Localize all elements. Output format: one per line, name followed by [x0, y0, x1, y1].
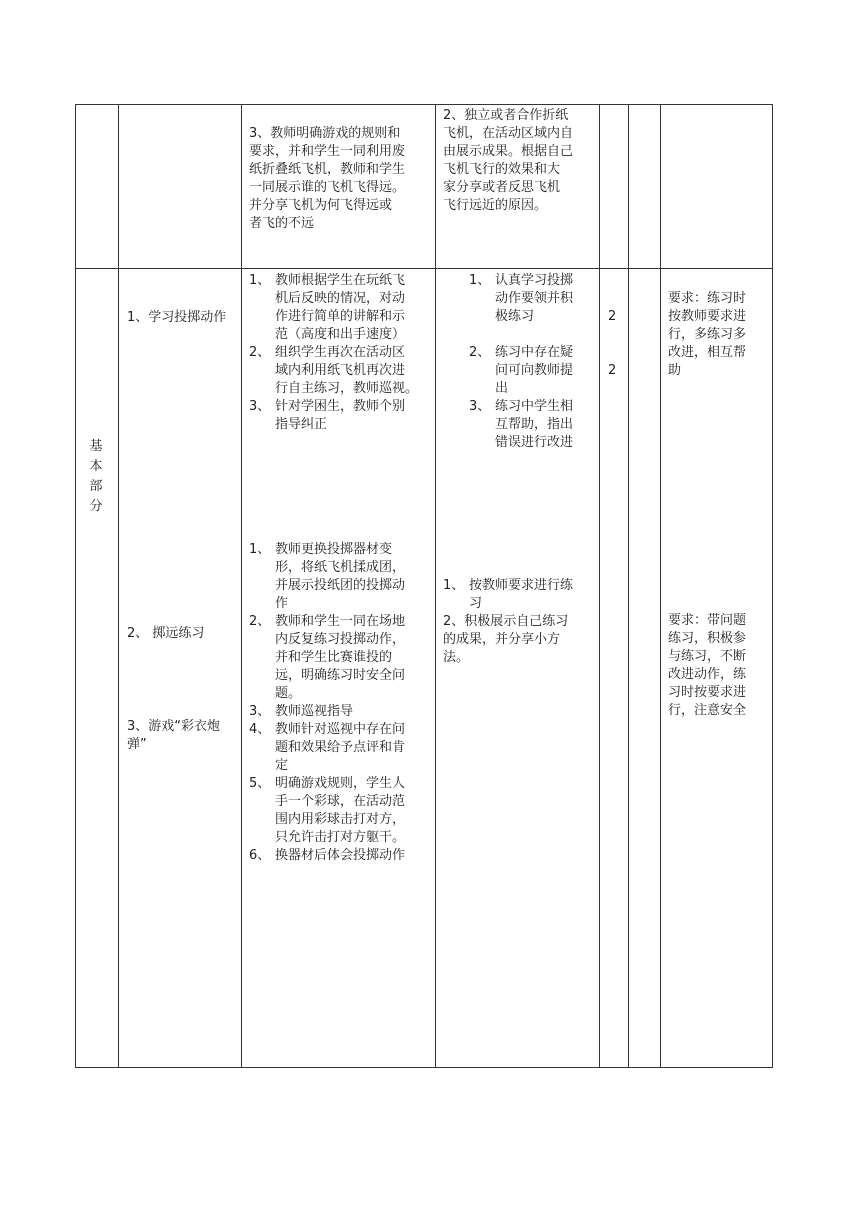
- text-line: 2、独立或者合作折纸: [443, 108, 569, 123]
- list-number: 4、: [249, 722, 271, 737]
- section-label-char: 分: [89, 499, 103, 514]
- text-line: 教师巡视指导: [275, 704, 354, 719]
- text-line: 按教师要求进行练: [469, 578, 574, 593]
- text-line: 飞机，在活动区域内自: [443, 126, 574, 141]
- text-line: 助: [668, 363, 682, 378]
- column-divider: [75, 269, 76, 1067]
- text-line: 积极展示自己练习: [464, 614, 569, 629]
- text-line: 错误进行改进: [495, 435, 574, 450]
- text-line: 教师更换投掷器材变: [275, 542, 393, 557]
- text-line: 形，将纸飞机揉成团，: [275, 560, 406, 575]
- list-number: 2、: [469, 345, 491, 360]
- text-line: 飞行远近的原因。: [443, 198, 548, 213]
- text-line: 范（高度和出手速度）: [275, 327, 406, 342]
- text-line: 练习中学生相: [495, 399, 574, 414]
- column-divider: [435, 105, 436, 268]
- list-item: [249, 344, 431, 398]
- section-label-char: 本: [89, 459, 103, 474]
- text-line: 改进，相互帮: [668, 345, 747, 360]
- text-line: 动作要领并积: [495, 291, 574, 306]
- text-line: 并展示投纸团的投掷动: [275, 578, 406, 593]
- column-divider: [241, 105, 242, 268]
- text-line: 习时按要求进: [668, 685, 747, 700]
- list-number: 1、: [249, 273, 271, 288]
- text-line: 并分享飞机为何飞得远或: [249, 198, 393, 213]
- text-line: 由展示成果。根据自己: [443, 144, 574, 159]
- text-line: 作进行简单的讲解和示: [275, 309, 406, 324]
- text-line: 练习，积极参: [668, 631, 747, 646]
- column-divider: [660, 269, 661, 1067]
- text-line: 练习中存在疑: [495, 345, 574, 360]
- text-line: 行自主练习，教师巡视。: [275, 381, 419, 396]
- text-line: 要求：带问题: [668, 613, 747, 628]
- list-number: 6、: [249, 848, 271, 863]
- list-number: 1、: [249, 542, 271, 557]
- text-line: 教师针对巡视中存在问: [275, 722, 406, 737]
- text-line: 问可向教师提: [495, 363, 574, 378]
- table-row-basic-part: [75, 268, 773, 1068]
- text-line: 习: [469, 596, 483, 611]
- table-row-previous-part: [75, 104, 773, 268]
- text-line: 定: [275, 758, 289, 773]
- column-divider: [241, 269, 242, 1067]
- list-item: [249, 541, 431, 613]
- list-item: [469, 344, 595, 398]
- content-item: 2、 掷远练习: [127, 626, 205, 641]
- text-line: 域内利用纸飞机再次进: [275, 363, 406, 378]
- list-number: 3、: [249, 704, 271, 719]
- list-item: [249, 703, 431, 721]
- list-item: [249, 775, 431, 847]
- text-line: 按教师要求进: [668, 309, 747, 324]
- text-line: 题。: [275, 686, 302, 701]
- student-steps-1: [469, 272, 595, 452]
- text-line: 一同展示谁的飞机飞得远。: [249, 180, 406, 195]
- text-line: 教师根据学生在玩纸飞: [275, 273, 406, 288]
- text-line: 者飞的不远: [249, 216, 315, 231]
- list-number: 3、: [469, 399, 491, 414]
- text-line: 飞机飞行的效果和大: [443, 162, 561, 177]
- column-divider: [118, 105, 119, 268]
- text-line: 围内用彩球击打对方，: [275, 812, 406, 827]
- list-item: [469, 398, 595, 452]
- text-line: 只允许击打对方躯干。: [275, 830, 406, 845]
- content-item: 弹”: [127, 737, 147, 752]
- list-item: [249, 613, 431, 703]
- list-item: [249, 847, 431, 865]
- text-line: 手一个彩球，在活动范: [275, 794, 406, 809]
- student-activity-text: [443, 107, 573, 215]
- text-line: [443, 613, 595, 631]
- text-line: 出: [495, 381, 509, 396]
- column-divider: [118, 269, 119, 1067]
- text-line: 认真学习投掷: [495, 273, 574, 288]
- student-steps-2: [443, 577, 595, 667]
- column-divider: [599, 269, 600, 1067]
- text-line: 内反复练习投掷动作，: [275, 632, 406, 647]
- column-divider: [772, 269, 773, 1067]
- list-item: [249, 721, 431, 775]
- list-item: [443, 613, 595, 667]
- text-line: 并和学生比赛谁投的: [275, 650, 393, 665]
- teacher-activity-text: [249, 125, 405, 233]
- section-label: [75, 437, 117, 517]
- requirement-text: [668, 612, 746, 720]
- list-number: 2、: [249, 345, 271, 360]
- text-line: 教师和学生一同在场地: [275, 614, 406, 629]
- text-line: 机后反映的情况，对动: [275, 291, 406, 306]
- column-divider: [628, 105, 629, 268]
- list-number: 1、: [469, 273, 491, 288]
- text-line: 的成果，并分享小方: [443, 632, 561, 647]
- list-item: [443, 577, 595, 613]
- text-line: 指导纠正: [275, 417, 328, 432]
- text-line: 法。: [443, 650, 470, 665]
- count-value: 2: [608, 309, 617, 324]
- text-line: 与练习，不断: [668, 649, 747, 664]
- list-number: 3、: [249, 399, 271, 414]
- text-line: 要求，并和学生一同利用废: [249, 144, 406, 159]
- text-line: 纸折叠纸飞机，教师和学生: [249, 162, 406, 177]
- text-line: 改进动作，练: [668, 667, 747, 682]
- content-item: 3、游戏“彩衣炮: [127, 719, 221, 734]
- teacher-steps-2: [249, 541, 431, 865]
- text-line: 互帮助，指出: [495, 417, 574, 432]
- list-item: [249, 398, 431, 434]
- text-line: 换器材后体会投掷动作: [275, 848, 406, 863]
- teacher-steps-1: [249, 272, 431, 434]
- requirement-text: [668, 290, 746, 380]
- text-line: 针对学困生，教师个别: [275, 399, 406, 414]
- list-item: [469, 272, 595, 326]
- text-line: 题和效果给予点评和肯: [275, 740, 406, 755]
- lesson-plan-table: [75, 104, 773, 1068]
- text-line: 组织学生再次在活动区: [275, 345, 406, 360]
- content-item: 1、学习投掷动作: [127, 310, 227, 325]
- column-divider: [75, 105, 76, 268]
- section-label-char: 基: [89, 439, 103, 454]
- count-value: 2: [608, 363, 617, 378]
- list-number: 2、: [249, 614, 271, 629]
- column-divider: [660, 105, 661, 268]
- text-line: 远，明确练习时安全问: [275, 668, 406, 683]
- text-line: 要求：练习时: [668, 291, 747, 306]
- text-line: 行，注意安全: [668, 703, 747, 718]
- list-number: 1、: [443, 578, 465, 593]
- text-line: 家分享或者反思飞机: [443, 180, 561, 195]
- text-line: 极练习: [495, 309, 535, 324]
- list-item: [249, 272, 431, 344]
- column-divider: [628, 269, 629, 1067]
- text-line: 行，多练习多: [668, 327, 747, 342]
- list-number: 5、: [249, 776, 271, 791]
- text-line: 明确游戏规则，学生人: [275, 776, 406, 791]
- section-label-char: 部: [89, 479, 103, 494]
- column-divider: [772, 105, 773, 268]
- list-number: 2、: [443, 614, 465, 629]
- column-divider: [435, 269, 436, 1067]
- column-divider: [599, 105, 600, 268]
- text-line: 3、教师明确游戏的规则和: [249, 126, 401, 141]
- text-line: 作: [275, 596, 289, 611]
